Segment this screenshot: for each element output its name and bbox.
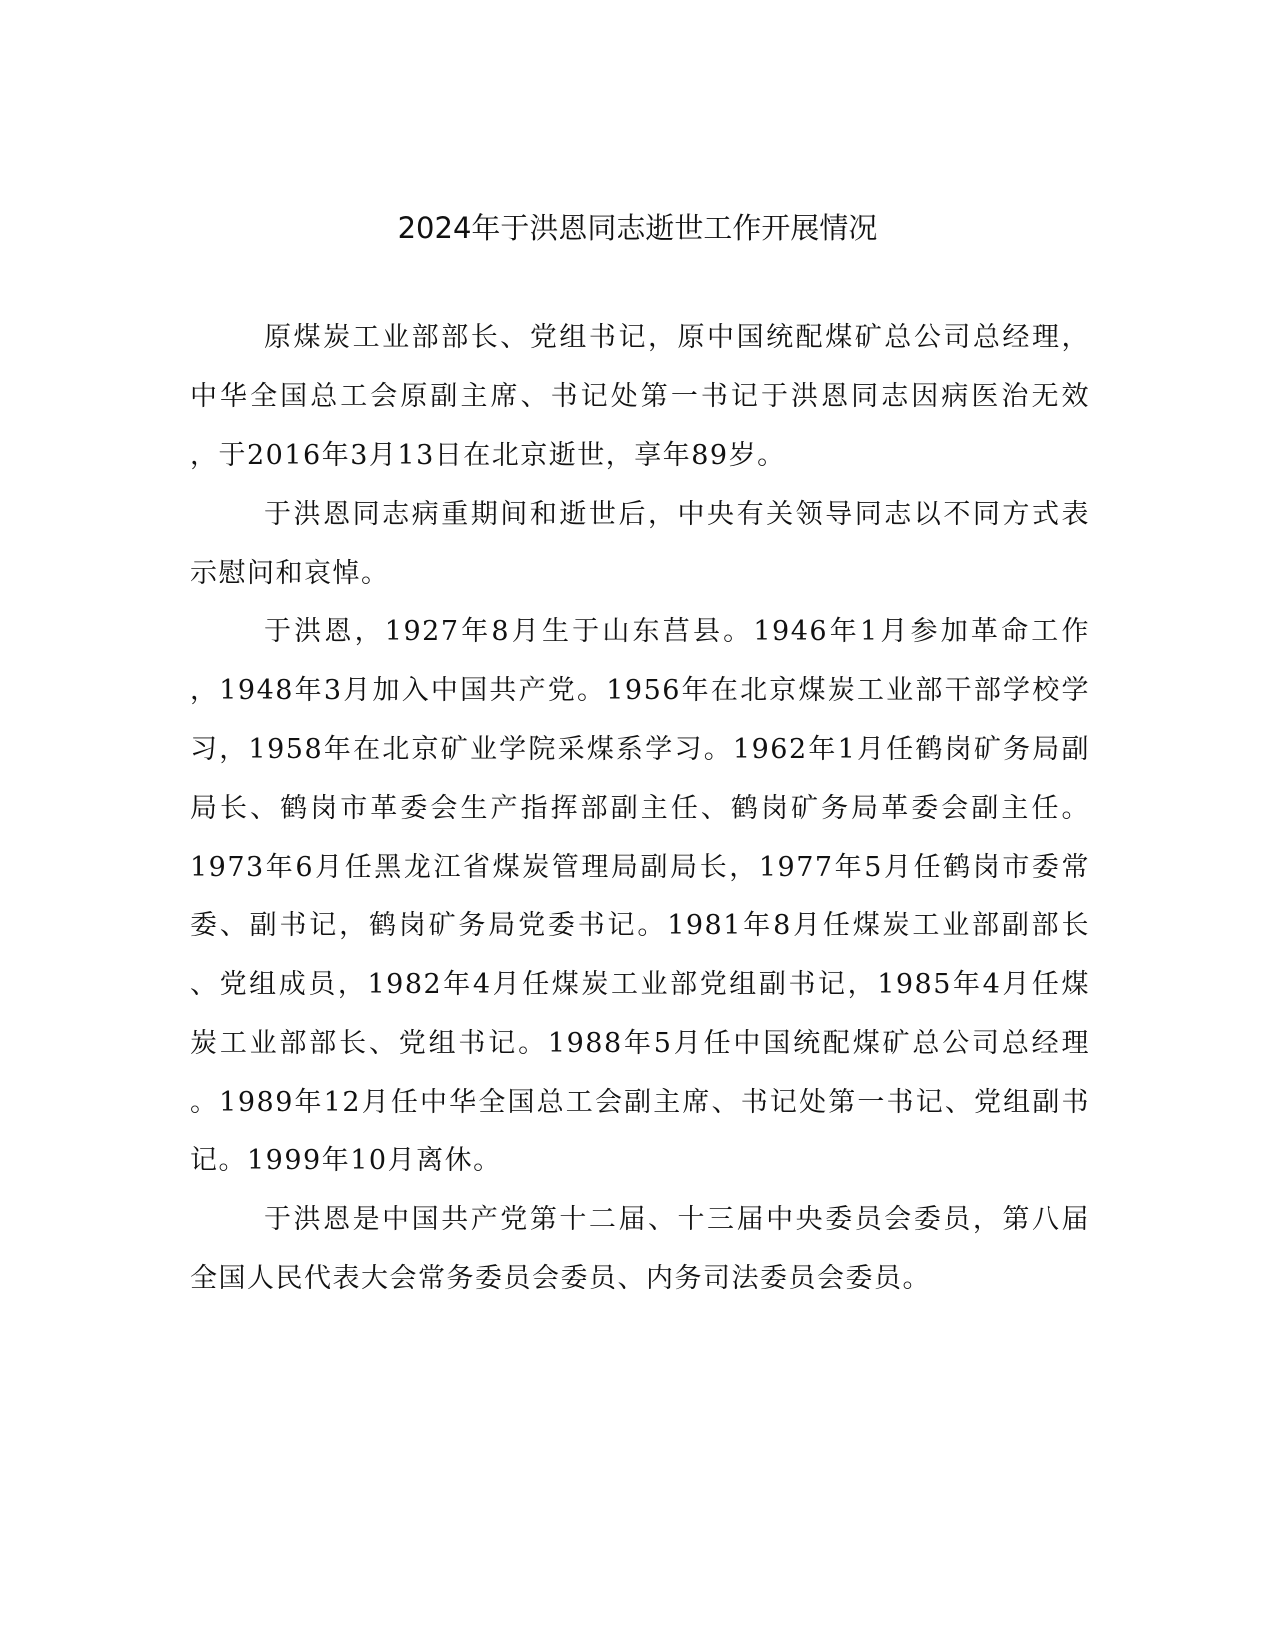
paragraph-1-line-1: 原煤炭工业部部长、党组书记，原中国统配煤矿总公司总经理， [264,322,1090,353]
paragraph-2-line-1: 于洪恩同志病重期间和逝世后，中央有关领导同志以不同方式表 [264,499,1090,530]
paragraph-1-line-3: ，于2016年3月13日在北京逝世，享年89岁。 [190,440,786,471]
paragraph-3-line-10: 记。1999年10月离休。 [190,1145,502,1176]
paragraph-2-line-2: 示慰问和哀悼。 [190,558,390,589]
paragraph-3-line-8: 炭工业部部长、党组书记。1988年5月任中国统配煤矿总公司总经理 [190,1028,1090,1059]
paragraph-1-line-2: 中华全国总工会原副主席、书记处第一书记于洪恩同志因病医治无效 [190,381,1090,412]
paragraph-3-line-4: 局长、鹤岗市革委会生产指挥部副主任、鹤岗矿务局革委会副主任。 [190,793,1090,824]
paragraph-3-line-1: 于洪恩，1927年8月生于山东莒县。1946年1月参加革命工作 [264,616,1090,647]
paragraph-3-line-6: 委、副书记，鹤岗矿务局党委书记。1981年8月任煤炭工业部副部长 [190,910,1090,941]
paragraph-4-line-2: 全国人民代表大会常务委员会委员、内务司法委员会委员。 [190,1263,931,1294]
paragraph-3-line-7: 、党组成员，1982年4月任煤炭工业部党组副书记，1985年4月任煤 [190,969,1090,1000]
document-title: 2024年于洪恩同志逝世工作开展情况 [397,211,878,245]
paragraph-3-line-3: 习，1958年在北京矿业学院采煤系学习。1962年1月任鹤岗矿务局副 [190,734,1090,765]
paragraph-3-line-9: 。1989年12月任中华全国总工会副主席、书记处第一书记、党组副书 [190,1087,1090,1118]
paragraph-3-line-2: ，1948年3月加入中国共产党。1956年在北京煤炭工业部干部学校学 [190,675,1090,706]
paragraph-4-line-1: 于洪恩是中国共产党第十二届、十三届中央委员会委员，第八届 [264,1204,1090,1235]
paragraph-3-line-5: 1973年6月任黑龙江省煤炭管理局副局长，1977年5月任鹤岗市委常 [190,852,1090,883]
